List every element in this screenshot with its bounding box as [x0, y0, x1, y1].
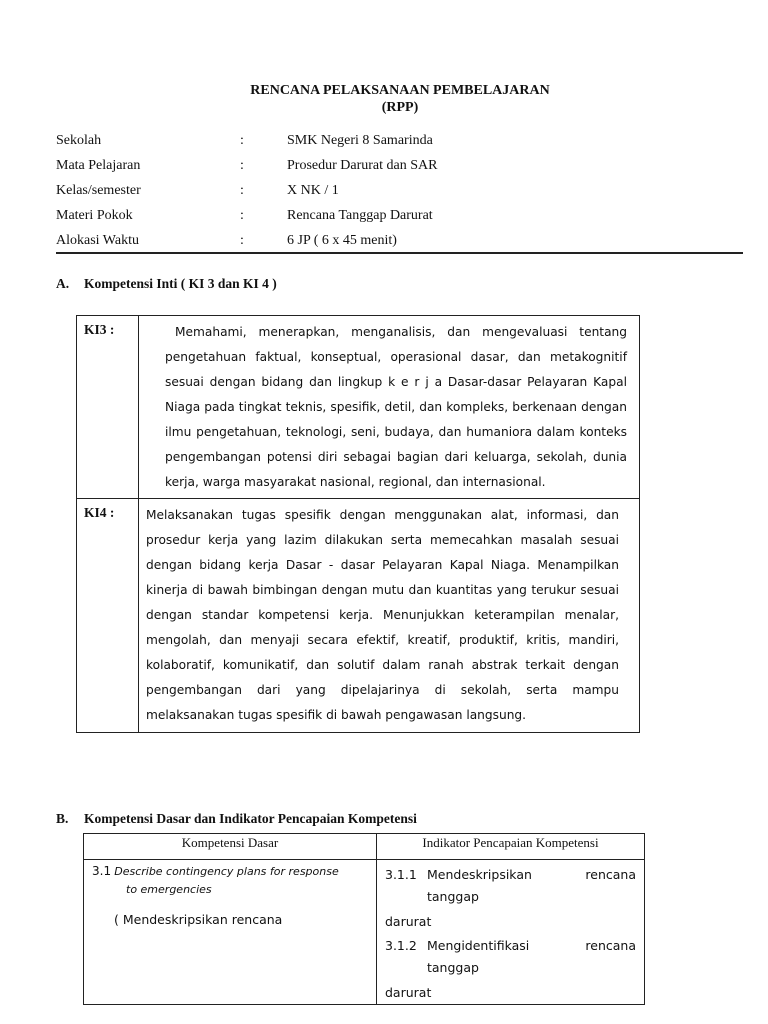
info-row-topic — [56, 208, 746, 228]
indicator-item — [385, 864, 636, 929]
info-row-class — [56, 183, 746, 203]
info-value: X NK / 1 — [287, 183, 339, 198]
section-a-heading — [56, 276, 277, 292]
kd-number: 3.1 — [92, 864, 112, 878]
info-label: Alokasi Waktu — [56, 233, 139, 248]
info-row-time — [56, 233, 746, 253]
kd-english-cont: to emergencies — [126, 883, 212, 896]
section-letter: A. — [56, 276, 70, 291]
info-row-subject — [56, 158, 746, 178]
ki4-label: KI4 : — [77, 499, 139, 732]
info-colon: : — [240, 133, 244, 148]
section-title: Kompetensi Dasar dan Indikator Pencapaian Kompetensi — [84, 811, 417, 826]
kd-indonesian: ( Mendeskripsikan rencana — [114, 912, 283, 927]
indicator-text: Mendeskripsikan rencana tanggap — [427, 867, 636, 904]
indicator-number: 3.1.2 — [385, 938, 417, 953]
info-value: 6 JP ( 6 x 45 menit) — [287, 233, 397, 248]
kd-column-header: Kompetensi Dasar — [84, 834, 377, 860]
info-row-school — [56, 133, 746, 153]
indicator-column-header: Indikator Pencapaian Kompetensi — [377, 834, 645, 860]
indicator-text-cont: darurat — [385, 914, 432, 929]
info-label: Kelas/semester — [56, 183, 141, 198]
section-b-heading — [56, 811, 417, 827]
ki4-text: Melaksanakan tugas spesifik dengan menggunakan alat, informasi, dan prosedur kerja yang lazim dilakukan serta memecahkan masalah sesuai dengan bidang kerja Dasar - dasar Pelayaran Kapal Niaga. Menampilkan kinerja di bawah bimbingan dengan mutu dan kuantitas yang terukur sesuai dengan standar kompetensi kerja. Menunjukkan keterampilan menalar, mengolah, dan menyaji secara efektif, kreatif, produktif, kritis, mandiri, kolaboratif, komunikatif, dan solutif dalam ranah abstrak terkait dengan pengembangan dari yang dipelajarinya di sekolah, serta mampu melaksanakan tugas spesifik di bawah pengawasan langsung. — [146, 508, 619, 722]
section-title: Kompetensi Inti ( KI 3 dan KI 4 ) — [84, 276, 277, 291]
document-title: RENCANA PELAKSANAAN PEMBELAJARAN — [250, 83, 550, 98]
section-letter: B. — [56, 811, 69, 826]
info-label: Mata Pelajaran — [56, 158, 141, 173]
ki3-row — [77, 316, 639, 499]
info-value: Prosedur Darurat dan SAR — [287, 158, 438, 173]
header-divider — [56, 252, 743, 254]
info-value: SMK Negeri 8 Samarinda — [287, 133, 433, 148]
info-colon: : — [240, 208, 244, 223]
kd-cell — [84, 860, 377, 1005]
info-label: Materi Pokok — [56, 208, 133, 223]
kd-english: Describe contingency plans for response — [114, 865, 339, 878]
indicator-cell — [377, 860, 645, 1005]
info-colon: : — [240, 183, 244, 198]
indicator-item — [385, 935, 636, 1000]
indicator-text-cont: darurat — [385, 985, 432, 1000]
indicator-number: 3.1.1 — [385, 867, 417, 882]
info-colon: : — [240, 158, 244, 173]
info-label: Sekolah — [56, 133, 102, 148]
ki-table — [76, 315, 640, 733]
indicator-text: Mengidentifikasi rencana tanggap — [427, 938, 636, 975]
info-value: Rencana Tanggap Darurat — [287, 208, 433, 223]
kd-table — [83, 833, 645, 1005]
info-colon: : — [240, 233, 244, 248]
ki3-label: KI3 : — [77, 316, 139, 498]
kd-header-row — [84, 834, 645, 860]
ki3-text: Memahami, menerapkan, menganalisis, dan mengevaluasi tentang pengetahuan faktual, konseptual, operasional dasar, dan metakognitif sesuai dengan bidang dan lingkup k e r j a Dasar-dasar Pelayaran Kapal Niaga pada tingkat teknis, spesifik, detil, dan kompleks, berkenaan dengan ilmu pengetahuan, teknologi, seni, budaya, dan humaniora dalam konteks pengembangan potensi diri sebagai bagian dari keluarga, sekolah, dunia kerja, warga masyarakat nasional, regional, dan internasional. — [165, 325, 627, 489]
document-subtitle: (RPP) — [381, 100, 419, 115]
kd-row — [84, 860, 645, 1005]
ki4-row — [77, 499, 639, 732]
